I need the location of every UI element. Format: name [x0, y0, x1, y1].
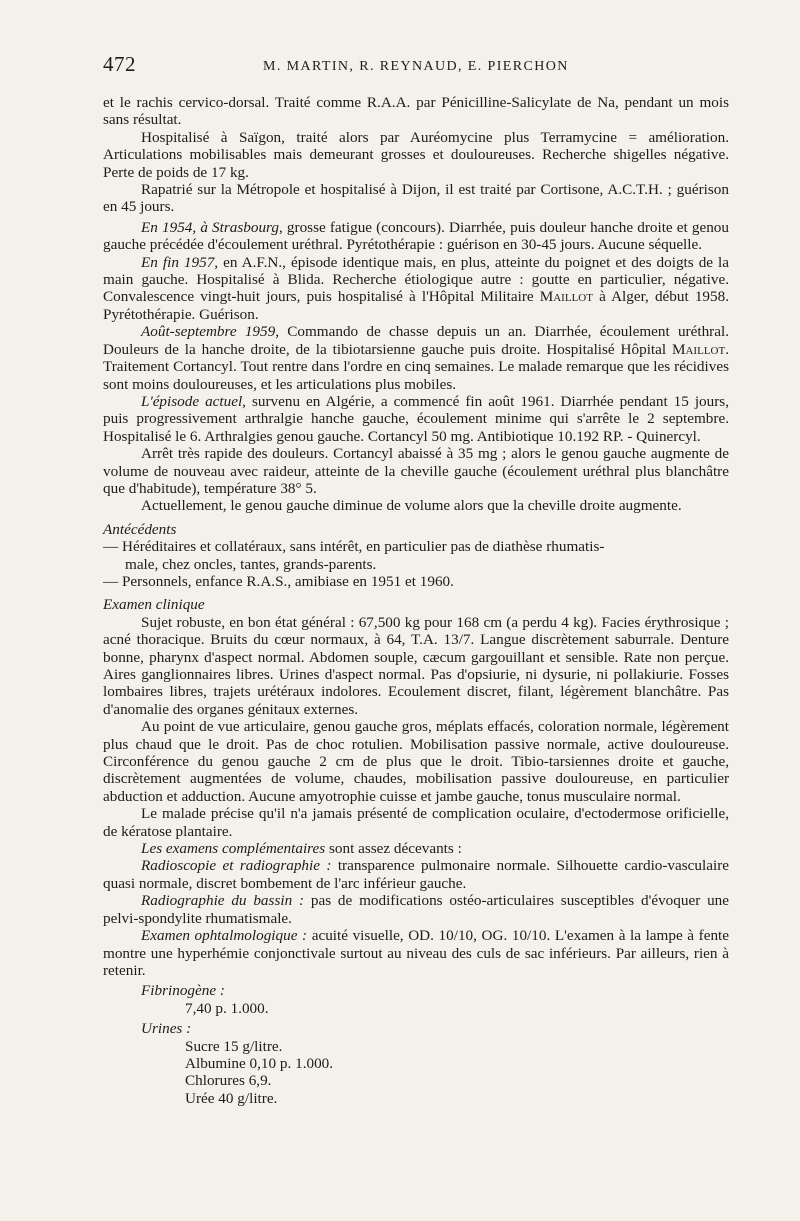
- paragraph-lead: Examen ophtalmologique :: [141, 927, 308, 945]
- paragraph-lead: Radioscopie et radiographie :: [141, 857, 332, 875]
- paragraph: [103, 857, 729, 892]
- paragraph: Actuellement, le genou gauche diminue de volume alors que la cheville droite augmente.: [141, 497, 682, 515]
- lab-value: 7,40 p. 1.000.: [185, 999, 269, 1017]
- list-item-text: — Héréditaires et collatéraux, sans intérêt, en particulier pas de diathèse rhumatis-: [103, 538, 605, 556]
- paragraph-lead: Les examens complémentaires: [141, 840, 326, 858]
- lab-fibrinogene: [141, 982, 729, 1017]
- article-body: [103, 94, 729, 1107]
- lab-label: Fibrinogène :: [141, 982, 225, 1000]
- paragraph-text: transparence pulmonaire normale. Silhouette cardio-vasculaire quasi normale, discret bombement de l'arc inférieur gauche.: [103, 857, 729, 892]
- paragraph-text: survenu en Algérie, a commencé fin août 1961. Diarrhée pendant 15 jours, puis progressivement arthralgie hanche gauche, écoulement minime qui s'arrête le 2 septembre. Hospitalisé le 6. Arthralgies genou gauche. Cortancyl 50 mg. Antibiotique 10.192 RP. - Quinercyl.: [103, 392, 729, 445]
- paragraph: [103, 393, 729, 445]
- paragraph-lead: En 1954, à Strasbourg,: [141, 218, 283, 236]
- lab-list: [185, 1038, 729, 1108]
- paragraph: [103, 927, 729, 979]
- paragraph-text: grosse fatigue (concours). Diarrhée, puis douleur hanche droite et genou gauche précédée d'écoulement uréthral. Pyrétothérapie : guérison en 30-45 jours. Aucune séquelle.: [103, 218, 729, 254]
- lab-value: Urée 40 g/litre.: [185, 1089, 278, 1107]
- paragraph-text: . Traitement Cortancyl. Tout rentre dans l'ordre en cinq semaines. Le malade remarque que les récidives sont moins douloureuses, et les articulations plus mobiles.: [103, 340, 729, 393]
- paragraph-text: pas de modifications ostéo-articulaires susceptibles d'évoquer une pelvi-spondylite rhumatismale.: [103, 892, 729, 927]
- paragraph: [103, 840, 729, 857]
- lab-label: Urines :: [141, 1020, 192, 1038]
- page-number: 472: [103, 52, 136, 76]
- paragraph-lead: Radiographie du bassin :: [141, 892, 305, 910]
- lab-value: Chlorures 6,9.: [185, 1072, 272, 1090]
- paragraph: [103, 323, 729, 393]
- paragraph: Hospitalisé à Saïgon, traité alors par Auréomycine plus Terramycine = amélioration. Articulations mobilisables mais demeurant grosses et douloureuses. Recherche shigelles négative. Perte de poids de 17 kg.: [103, 128, 729, 181]
- hospital-name: Maillot: [671, 340, 726, 358]
- paragraph: Au point de vue articulaire, genou gauche gros, méplats effacés, coloration normale, légèrement plus chaud que le droit. Pas de choc rotulien. Mobilisation passive normale, active douloureuse. Circonférence du genou gauche 2 cm de plus que le droit. Tibio-tarsiennes droite et gauche, discrètement augmentées de volume, chaudes, mobilisation passive douloureuse, en particulier abduction et adduction. Aucune amyotrophie cuisse et jambe gauche, tonus musculaire normal.: [103, 718, 729, 805]
- lab-urines: [141, 1020, 729, 1107]
- paragraph-text: en A.F.N., épisode identique mais, en plus, atteinte du poignet et des doigts de la main gauche. Hospitalisé à Blida. Recherche étiologique autre : goutte en particulier, négative. Convalescence vingt-huit jours, puis hospitalisé à l'Hôpital Militaire: [103, 253, 730, 306]
- paragraph-text: sont assez décevants :: [325, 840, 462, 858]
- paragraph: [103, 219, 729, 254]
- list-item: [103, 538, 729, 573]
- lab-value: Sucre 15 g/litre.: [185, 1037, 283, 1055]
- section-heading-antecedents: Antécédents: [103, 520, 177, 538]
- paragraph: [103, 254, 729, 324]
- lab-value: Albumine 0,10 p. 1.000.: [185, 1054, 334, 1072]
- paragraph: Rapatrié sur la Métropole et hospitalisé à Dijon, il est traité par Cortisone, A.C.T.H. ; guérison en 45 jours.: [103, 181, 729, 216]
- paragraph-lead: Août-septembre 1959,: [141, 323, 280, 341]
- paragraph: et le rachis cervico-dorsal. Traité comme R.A.A. par Pénicilline-Salicylate de Na, pendant un mois sans résultat.: [103, 94, 729, 129]
- paragraph-lead: L'épisode actuel,: [141, 392, 246, 410]
- paragraph-text: à Alger, début 1958. Pyrétothérapie. Guérison.: [103, 288, 729, 323]
- paragraph: Le malade précise qu'il n'a jamais présenté de complication oculaire, d'ectodermose orificielle, de kératose plantaire.: [103, 805, 729, 840]
- paragraph-text: acuité visuelle, OD. 10/10, OG. 10/10. L'examen à la lampe à fente montre une hyperhémie conjonctivale surtout au niveau des culs de sac inférieurs. Par ailleurs, rien à retenir.: [103, 927, 729, 979]
- paragraph: Sujet robuste, en bon état général : 67,500 kg pour 168 cm (a perdu 4 kg). Facies érythrosique ; acné thoracique. Bruits du cœur normaux, à 64, T.A. 13/7. Langue discrètement saburrale. Denture bonne, pharynx d'aspect normal. Abdomen souple, cæcum gargouillant et sensible. Rate non perçue. Aires ganglionnaires libres. Urines d'aspect normal. Pas d'opsiurie, ni dysurie, ni pollakiurie. Fosses lombaires libres, trajets urétéraux indolores. Ecoulement discret, filant, légèrement blanchâtre. Pas d'anomalie des organes génitaux externes.: [103, 613, 729, 718]
- paragraph: [103, 892, 729, 927]
- paragraph: Arrêt très rapide des douleurs. Cortancyl abaissé à 35 mg ; alors le genou gauche augmente de volume de nouveau avec raideur, atteinte de la cheville gauche (écoulement uréthral plus blanchâtre que d'habitude), température 38° 5.: [103, 445, 729, 497]
- running-head: M. MARTIN, R. REYNAUD, E. PIERCHON: [263, 59, 569, 74]
- paragraph-lead: En fin 1957,: [141, 253, 219, 271]
- section-heading-examen: Examen clinique: [103, 596, 205, 614]
- page-header: [103, 52, 703, 82]
- hospital-name: Maillot: [539, 288, 593, 306]
- list-item: — Personnels, enfance R.A.S., amibiase en 1951 et 1960.: [103, 572, 454, 590]
- paragraph-text: Commando de chasse depuis un an. Diarrhée, écoulement uréthral. Douleurs de la hanche droite, de la tibiotarsienne gauche puis droite. Hospitalisé Hôpital: [103, 323, 729, 358]
- list-item-text: male, chez oncles, tantes, grands-parents.: [125, 555, 377, 573]
